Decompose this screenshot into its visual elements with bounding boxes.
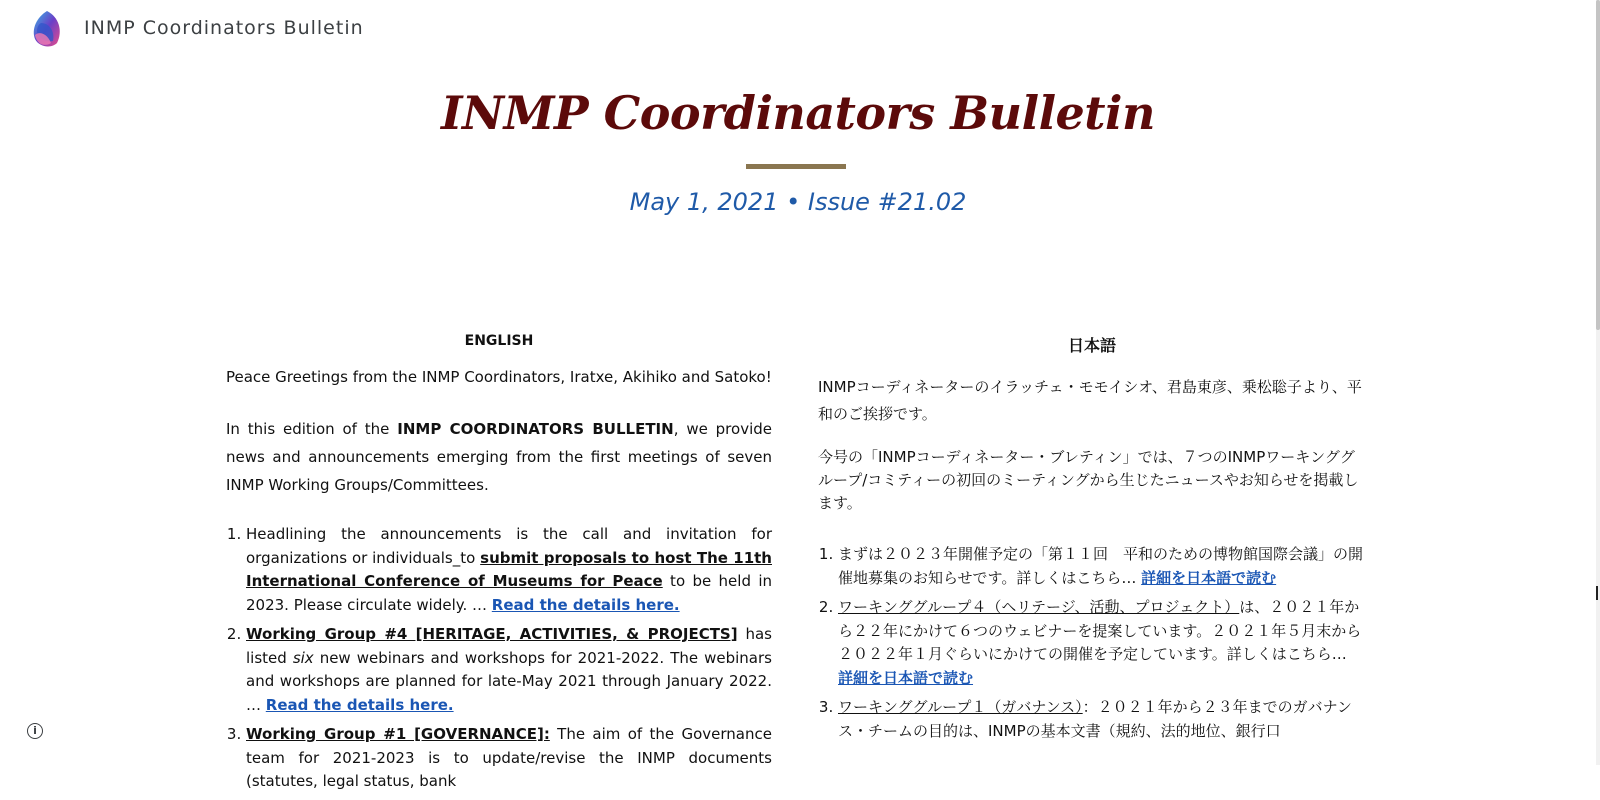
read-japanese-link[interactable]: 詳細を日本語で読む [1141, 568, 1277, 587]
japanese-announcement-list [818, 543, 1366, 743]
english-heading: ENGLISH [464, 333, 534, 349]
japanese-intro: 今号の「INMPコーディネーター・ブレティン」では、７つのINMPワーキンググループ/コミティーの初回のミーティングから生じたニュースやお知らせを掲載します。 [818, 448, 1359, 512]
text-cursor [1596, 586, 1598, 600]
issue-date: May 1, 2021 • Issue #21.02 [629, 188, 967, 216]
japanese-heading: 日本語 [1067, 336, 1116, 355]
japanese-greeting: INMPコーディネーターのイラッチェ・モモイシオ、君島東彦、乗松聡子より、平和のご挨拶です。 [818, 378, 1362, 423]
scrollbar-thumb[interactable] [1596, 0, 1600, 330]
google-sites-logo-icon[interactable] [29, 9, 65, 49]
english-announcement-list [226, 523, 772, 794]
read-details-link[interactable]: Read the details here. [265, 695, 454, 714]
page-title: INMP Coordinators Bulletin [441, 86, 1155, 140]
english-greeting: Peace Greetings from the INMP Coordinators, Iratxe, Akihiko and Satoko! [226, 368, 772, 386]
list-item: 3. Working Group #1 [GOVERNANCE]: The aim of the Governance team for 2021-2023 is to update/revise the INMP documents (statutes, legal status, bank [246, 723, 772, 794]
conference-proposal-link-text: submit proposals to host The 11th International Conference of Museums for Peace [246, 548, 772, 590]
japanese-column [818, 333, 1366, 749]
info-icon[interactable]: i [27, 723, 43, 739]
list-item: 1. Headlining the announcements is the call and invitation for organizations or individuals_to submit proposals to host The 11th International Conference of Museums for Peace to be held in 2023. Please circulate widely. … Read the details here. [246, 523, 772, 617]
list-item: 1. まずは２０２３年開催予定の「第１１回 平和のための博物館国際会議」の開催地募集のお知らせです。詳しくはこちら… 詳細を日本語で読む [838, 543, 1366, 590]
site-header [0, 0, 1596, 56]
list-item: 2. Working Group #4 [HERITAGE, ACTIVITIES, & PROJECTS] has listed six new webinars and workshops for 2021-2022. The webinars and workshops are planned for late-May 2021 through January 2022. … Read the details here. [246, 623, 772, 717]
english-intro: In this edition of the INMP COORDINATORS BULLETIN, we provide news and announcements emerging from the first meetings of seven INMP Working Groups/Committees. [226, 420, 772, 494]
list-item: 2. ワーキンググループ４（ヘリテージ、活動、プロジェクト）は、２０２１年から２２年にかけて６つのウェビナーを提案しています。２０２１年５月末から２０２２年１月ぐらいにかけての開催を予定しています。詳しくはこちら… 詳細を日本語で読む [838, 596, 1366, 690]
list-item: 3. ワーキンググループ１（ガバナンス）：２０２１年から２３年までのガバナンス・チームの目的は、INMPの基本文書（規約、法的地位、銀行口 [838, 696, 1366, 743]
site-title[interactable]: INMP Coordinators Bulletin [84, 17, 364, 39]
english-column [226, 333, 772, 800]
read-japanese-link[interactable]: 詳細を日本語で読む [838, 668, 974, 687]
read-details-link[interactable]: Read the details here. [491, 595, 680, 614]
title-divider [746, 164, 846, 169]
